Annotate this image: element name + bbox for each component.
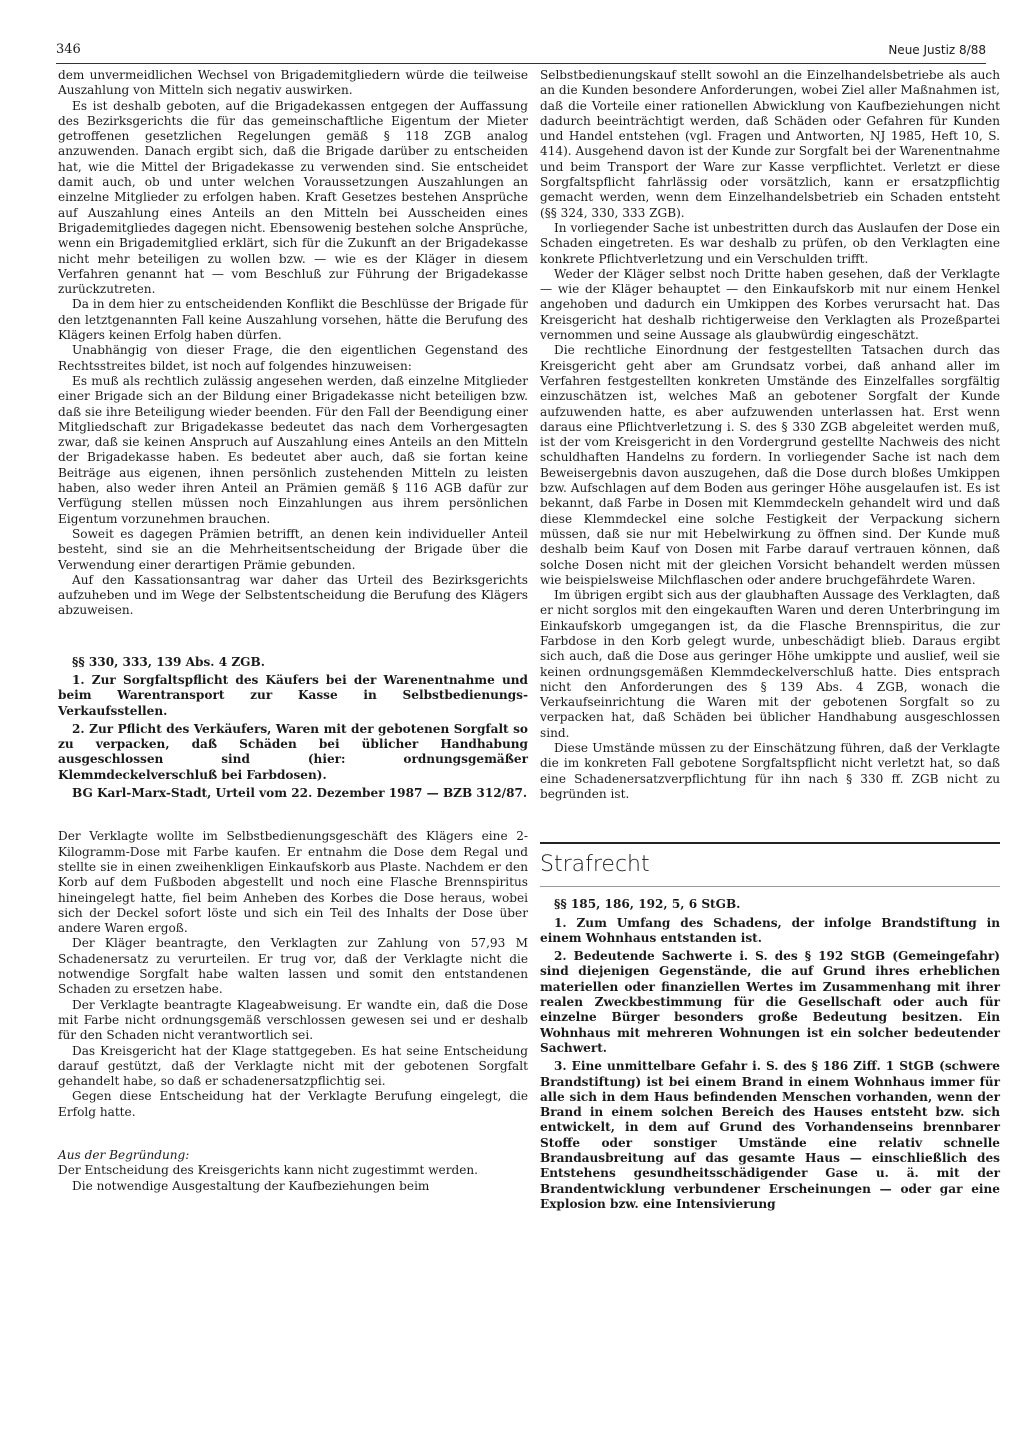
paragraph: Diese Umstände müssen zu der Einschätzung führen, daß der Verklagte die im konkreten Fall gebotene Sorgfaltspflicht nicht verletzt hat, so daß eine Schadenersatzverpflichtung für ihn nach § 330 ff. ZGB nicht zu begründen ist. <box>540 741 1000 801</box>
headnote-1: 1. Zum Umfang des Schadens, der infolge Brandstiftung in einem Wohnhaus entstanden ist. <box>540 915 1000 945</box>
page-number: 346 <box>56 42 81 57</box>
paragraph: Selbstbedienungskauf stellt sowohl an die Einzelhandelsbetriebe als auch an die Kunden besondere Anforderungen, wobei Ziel aller Maßnahmen ist, daß die Vorteile einer rationellen Abwicklung von Kaufbeziehungen nicht dadurch beeinträchtigt werden, daß Schäden oder Gefahren für Kunden und Handel entstehen (vgl. Fragen und Antworten, NJ 1985, Heft 10, S. 414). Ausgehend davon ist der Kunde zur Sorgfalt bei der Warenentnahme und beim Transport der Ware zur Kasse verpflichtet. Verletzt er diese Sorgfaltspflicht fahrlässig oder vorsätzlich, kann er ersatzpflichtig gemacht werden, wenn dem Einzelhandelsbetrieb ein Schaden entsteht (§§ 324, 330, 333 ZGB). <box>540 68 1000 220</box>
headnote-1: 1. Zur Sorgfaltspflicht des Käufers bei der Warenentnahme und beim Warentransport zur Kasse in Selbstbedienungs-Verkaufsstellen. <box>58 672 528 718</box>
paragraph: In vorliegender Sache ist unbestritten durch das Auslaufen der Dose ein Schaden eingetreten. Es war deshalb zu prüfen, ob den Verklagten eine konkrete Pflichtverletzung und ein Verschulden trifft. <box>540 220 1000 266</box>
journal-title: Neue Justiz 8/88 <box>888 43 986 57</box>
paragraph: Weder der Kläger selbst noch Dritte haben gesehen, daß der Verklagte — wie der Kläger behauptet — den Einkaufskorb mit nur einem Henkel angehoben und dadurch ein Umkippen des Korbes verursacht hat. Das Kreisgericht hat deshalb richtigerweise den Verklagten als Prozeßpartei vernommen und seine Aussage als glaubwürdig eingeschätzt. <box>540 266 1000 343</box>
headnote-2: 2. Bedeutende Sachwerte i. S. des § 192 StGB (Gemeingefahr) sind diejenigen Gegenstände, die auf Grund ihres erheblichen materiellen oder finanziellen Wertes im Zusammenhang mit ihrer realen Zweckbestimmung für die Gesellschaft oder auch für einzelne Bürger besonders große Bedeutung besitzen. Ein Wohnhaus mit mehreren Wohnungen ist ein solcher bedeutender Sachwert. <box>540 949 1000 1055</box>
paragraph: Gegen diese Entscheidung hat der Verklagte Berufung eingelegt, die Erfolg hatte. <box>58 1089 528 1119</box>
paragraph: Auf den Kassationsantrag war daher das Urteil des Bezirksgerichts aufzuheben und im Wege der Selbstentscheidung die Berufung des Klägers abzuweisen. <box>58 572 528 618</box>
paragraph: Das Kreisgericht hat der Klage stattgegeben. Es hat seine Entscheidung darauf gestützt, daß der Verklagte nicht mit der gebotenen Sorgfalt gehandelt habe, so daß er schadenersatzpflichtig sei. <box>58 1043 528 1089</box>
paragraph: Der Verklagte wollte im Selbstbedienungsgeschäft des Klägers eine 2-Kilogramm-Dose mit Farbe kaufen. Er entnahm die Dose dem Regal und stellte sie in einen zweihenkligen Einkaufskorb aus Plaste. Nachdem er den Korb auf dem Fußboden abgestellt und noch eine Flasche Brennspiritus hineingelegt hatte, fiel beim Anheben des Korbes die Dose heraus, wobei sich der Deckel sofort löste und sich ein Teil des Inhalts der Dose über andere Waren ergoß. <box>58 829 528 936</box>
paragraph: Es ist deshalb geboten, auf die Brigadekassen entgegen der Auffassung des Bezirksgerichts die für das gemeinschaftliche Eigentum der Mieter getroffenen gesetzlichen Regelungen gemäß § 118 ZGB analog anzuwenden. Danach ergibt sich, daß die Brigade darüber zu entscheiden hat, wie die Mittel der Brigadekasse zu verwenden sind. Sie entscheidet damit auch, ob und unter welchen Voraussetzungen Auszahlungen an einzelne Mitglieder zu erfolgen haben. Kraft Gesetzes bestehen Ansprüche auf Auszahlung eines Anteils an den Mitteln bei Ausscheiden eines Brigademitgliedes dagegen nicht. Ebensowenig bestehen solche Ansprüche, wenn ein Brigademitglied erklärt, sich für die Zukunft an der Brigadekasse nicht mehr beteiligen zu wollen bzw. — wie es der Kläger in diesem Verfahren genannt hat — vom Beschluß zur Führung der Brigadekasse zurückzutreten. <box>58 98 528 297</box>
headnote-3: 3. Eine unmittelbare Gefahr i. S. des § 186 Ziff. 1 StGB (schwere Brandstiftung) ist bei einem Brand in einem Wohnhaus immer für alle sich in dem Haus befindenden Menschen vorhanden, wenn der Brand in einem solchen Bereich des Hauses entsteht bzw. sich entwickelt, in dem auf Grund des Vorhandenseins brennbarer Stoffe oder sonstiger Umstände eine relativ schnelle Brandausbreitung auf das gesamte Haus — einschließlich des Entstehens gesundheitsschädigender Gase u. ä. mit der Brandentwicklung verbundener Erscheinungen — oder gar eine Explosion bzw. eine Intensivierung <box>540 1059 1000 1211</box>
section-title: Strafrecht <box>540 842 1000 887</box>
paragraph: Es muß als rechtlich zulässig angesehen werden, daß einzelne Mitglieder einer Brigade sich an der Bildung einer Brigadekasse nicht beteiligen bzw. daß sie ihre Beteiligung wieder beenden. Für den Fall der Beendigung einer Mitgliedschaft zur Brigadekasse bedeutet das nach dem Vorhergesagten zwar, daß sie keinen Anspruch auf Auszahlung eines Anteils an den Mitteln der Brigadekasse haben. Es bedeutet aber auch, daß sie fortan keine Beiträge aus eigenen, ihnen persönlich zustehenden Mitteln zu leisten haben, also weder ihren Anteil an Prämien gemäß § 116 AGB dafür zur Verfügung stellen müssen noch Einzahlungen aus ihrem persönlichen Eigentum vorzunehmen brauchen. <box>58 373 528 526</box>
paragraph: Da in dem hier zu entscheidenden Konflikt die Beschlüsse der Brigade für den letztgenannten Fall keine Auszahlung vorsehen, hätte die Berufung des Klägers keinen Erfolg haben dürfen. <box>58 297 528 343</box>
reasons-label: Aus der Begründung: <box>58 1148 190 1162</box>
paragraph: Der Entscheidung des Kreisgerichts kann nicht zugestimmt werden. <box>58 1163 479 1178</box>
headnote-2: 2. Zur Pflicht des Verkäufers, Waren mit der gebotenen Sorgfalt so zu verpacken, daß Schäden bei üblicher Handhabung ausgeschlossen sind (hier: ordnungsgemäßer Klemmdeckelverschluß bei Farbdosen). <box>58 721 528 782</box>
statute-reference: §§ 185, 186, 192, 5, 6 StGB. <box>554 897 741 912</box>
court-citation: BG Karl-Marx-Stadt, Urteil vom 22. Dezember 1987 — BZB 312/87. <box>72 786 528 801</box>
page-header <box>56 37 986 64</box>
paragraph: Soweit es dagegen Prämien betrifft, an denen kein individueller Anteil besteht, sind sie an die Mehrheitsentscheidung der Brigade über die Verwendung einer derartigen Prämie gebunden. <box>58 526 528 572</box>
paragraph: Die rechtliche Einordnung der festgestellten Tatsachen durch das Kreisgericht geht aber am Grundsatz vorbei, daß anhand aller im Verfahren festgestellten konkreten Umstände des Einzelfalles sorgfältig einzuschätzen ist, welches Maß an gebotener Sorgfalt der Kunde aufzuwenden hatte, es aber aufzuwenden unterlassen hat. Erst wenn daraus eine Pflichtverletzung i. S. des § 330 ZGB abgeleitet werden muß, ist der vom Kreisgericht in den Vordergrund gestellte Nachweis des nicht schuldhaften Handelns zu fordern. In vorliegender Sache ist nach dem Beweisergebnis davon auszugehen, daß die Dose durch bloßes Umkippen bzw. Aufschlagen auf dem Boden aus geringer Höhe ausgelaufen ist. Es ist bekannt, daß Farbe in Dosen mit Klemmdeckeln gehandelt wird und daß diese Klemmdeckel eine solche Festigkeit der Verpackung sichern müssen, daß sie nur mit Hebelwirkung zu öffnen sind. Der Kunde muß deshalb beim Kauf von Dosen mit Farbe darauf vertrauen können, daß solche Dosen nicht mit der gleichen Vorsicht behandelt werden müssen wie beispielsweise Milchflaschen oder andere bruchgefährdete Waren. <box>540 343 1000 587</box>
paragraph: dem unvermeidlichen Wechsel von Brigademitgliedern würde die teilweise Auszahlung von Mitteln sich negativ auswirken. <box>58 68 528 98</box>
paragraph: Der Kläger beantragte, den Verklagten zur Zahlung von 57,93 M Schadenersatz zu verurteilen. Er trug vor, daß der Verklagte nicht die notwendige Sorgfalt habe walten lassen und somit den entstandenen Schaden zu ersetzen habe. <box>58 936 528 997</box>
statute-reference: §§ 330, 333, 139 Abs. 4 ZGB. <box>72 654 265 669</box>
paragraph: Die notwendige Ausgestaltung der Kaufbeziehungen beim <box>72 1178 430 1193</box>
paragraph: Im übrigen ergibt sich aus der glaubhaften Aussage des Verklagten, daß er nicht sorglos mit den eingekauften Waren und deren Unterbringung im Einkaufskorb umgegangen ist, da die Flasche Brennspiritus, die zur Farbdose in den Korb gelegt wurde, unbeschädigt blieb. Daraus ergibt sich auch, daß die Dose aus geringer Höhe umkippte und auslief, weil sie keinen ordnungsgemäßen Klemmdeckelverschluß hatte. Dies entsprach nicht den Anforderungen des § 139 Abs. 4 ZGB, wonach die Verkaufseinrichtung die Waren mit der gebotenen Sorgfalt so zu verpacken hat, daß Schäden bei üblicher Handhabung ausgeschlossen sind. <box>540 588 1000 740</box>
paragraph: Unabhängig von dieser Frage, die den eigentlichen Gegenstand des Rechtsstreites bildet, ist noch auf folgendes hinzuweisen: <box>58 343 528 373</box>
right-column <box>540 68 1000 1212</box>
paragraph: Der Verklagte beantragte Klageabweisung. Er wandte ein, daß die Dose mit Farbe nicht ordnungsgemäß verschlossen gewesen sei und er deshalb für den Schaden nicht verantwortlich sei. <box>58 997 528 1043</box>
left-column <box>58 68 528 1194</box>
